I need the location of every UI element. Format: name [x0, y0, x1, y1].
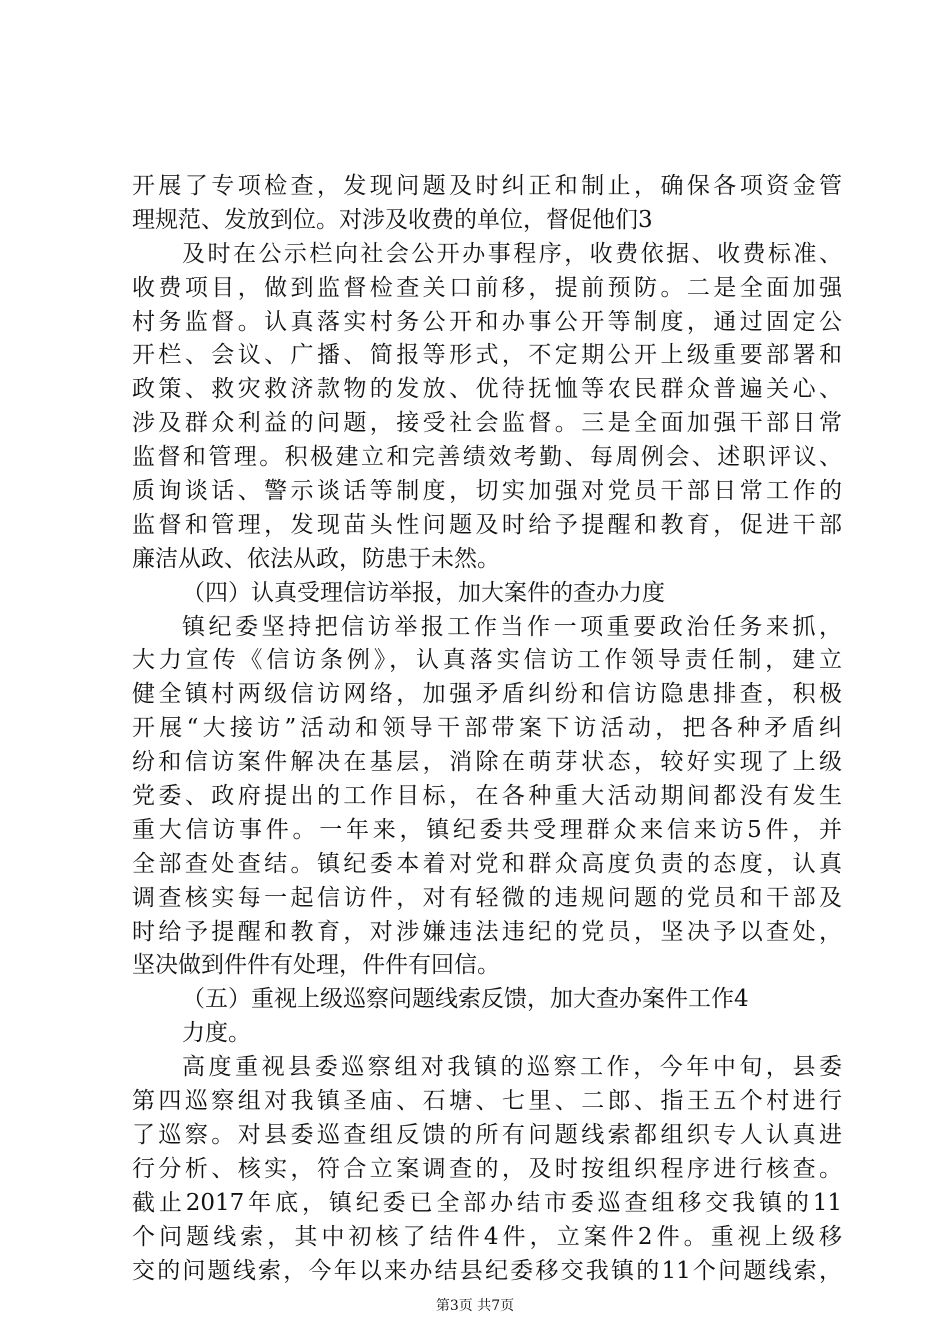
text-line: 开展了专项检查，发现问题及时纠正和制止，确保各项资金管 — [132, 173, 842, 199]
text-line: 开展“大接访”活动和领导干部带案下访活动，把各种矛盾纠 — [132, 715, 842, 742]
text-line: 高度重视县委巡察组对我镇的巡察工作，今年中旬，县委 — [182, 1054, 842, 1081]
section-heading: （五）重视上级巡察问题线索反馈，加大查办案件工作4 — [182, 986, 749, 1013]
text-line: 调查核实每一起信访件，对有轻微的违规问题的党员和干部及 — [132, 884, 842, 911]
text-line: 镇纪委坚持把信访举报工作当作一项重要政治任务来抓， — [182, 613, 842, 640]
text-line: 第四巡察组对我镇圣庙、石塘、七里、二郎、指王五个村进行 — [132, 1088, 842, 1115]
text-line: 截止2017年底，镇纪委已全部办结市委巡查组移交我镇的11 — [132, 1189, 842, 1216]
section-heading: （四）认真受理信访举报，加大案件的查办力度 — [182, 579, 665, 606]
page-footer — [0, 1296, 950, 1316]
text-line: 开栏、会议、广播、简报等形式，不定期公开上级重要部署和 — [132, 342, 842, 369]
text-line: 监督和管理。积极建立和完善绩效考勤、每周例会、述职评议、 — [132, 444, 842, 471]
text-line: 交的问题线索，今年以来办结县纪委移交我镇的11个问题线索， — [132, 1257, 842, 1284]
body-text — [132, 170, 842, 1288]
text-line: 质询谈话、警示谈话等制度，切实加强对党员干部日常工作的 — [132, 478, 842, 505]
section-heading-continued: 力度。 — [182, 1020, 251, 1047]
text-line: 时给予提醒和教育，对涉嫌违法违纪的党员，坚决予以查处， — [132, 918, 842, 945]
text-line: 村务监督。认真落实村务公开和办事公开等制度，通过固定公 — [132, 308, 842, 335]
text-line: 收费项目，做到监督检查关口前移，提前预防。二是全面加强 — [132, 274, 842, 301]
text-line: 及时在公示栏向社会公开办事程序，收费依据、收费标准、 — [182, 240, 842, 267]
text-line: 健全镇村两级信访网络，加强矛盾纠纷和信访隐患排查，积极 — [132, 681, 842, 708]
text-line: 个问题线索，其中初核了结件4件，立案件2件。重视上级移 — [132, 1223, 842, 1250]
text-line: 政策、救灾救济款物的发放、优待抚恤等农民群众普遍关心、 — [132, 376, 842, 403]
text-line: 廉洁从政、依法从政，防患于未然。 — [132, 545, 500, 572]
text-line: 党委、政府提出的工作目标，在各种重大活动期间都没有发生 — [132, 783, 842, 810]
text-line: 纷和信访案件解决在基层，消除在萌芽状态，较好实现了上级 — [132, 749, 842, 776]
text-line: 监督和管理，发现苗头性问题及时给予提醒和教育，促进干部 — [132, 511, 842, 538]
text-line: 了巡察。对县委巡查组反馈的所有问题线索都组织专人认真进 — [132, 1121, 842, 1148]
text-line: 行分析、核实，符合立案调查的，及时按组织程序进行核查。 — [132, 1155, 842, 1182]
text-line: 大力宣传《信访条例》，认真落实信访工作领导责任制，建立 — [132, 647, 842, 674]
text-line: 重大信访事件。一年来，镇纪委共受理群众来信来访5件，并 — [132, 816, 842, 843]
text-line: 理规范、发放到位。对涉及收费的单位，督促他们3 — [132, 206, 653, 233]
text-line: 涉及群众利益的问题，接受社会监督。三是全面加强干部日常 — [132, 410, 842, 437]
text-line: 全部查处查结。镇纪委本着对党和群众高度负责的态度，认真 — [132, 850, 842, 877]
text-line: 坚决做到件件有处理，件件有回信。 — [132, 952, 500, 979]
page-number: 第3页 共7页 — [435, 1298, 515, 1314]
